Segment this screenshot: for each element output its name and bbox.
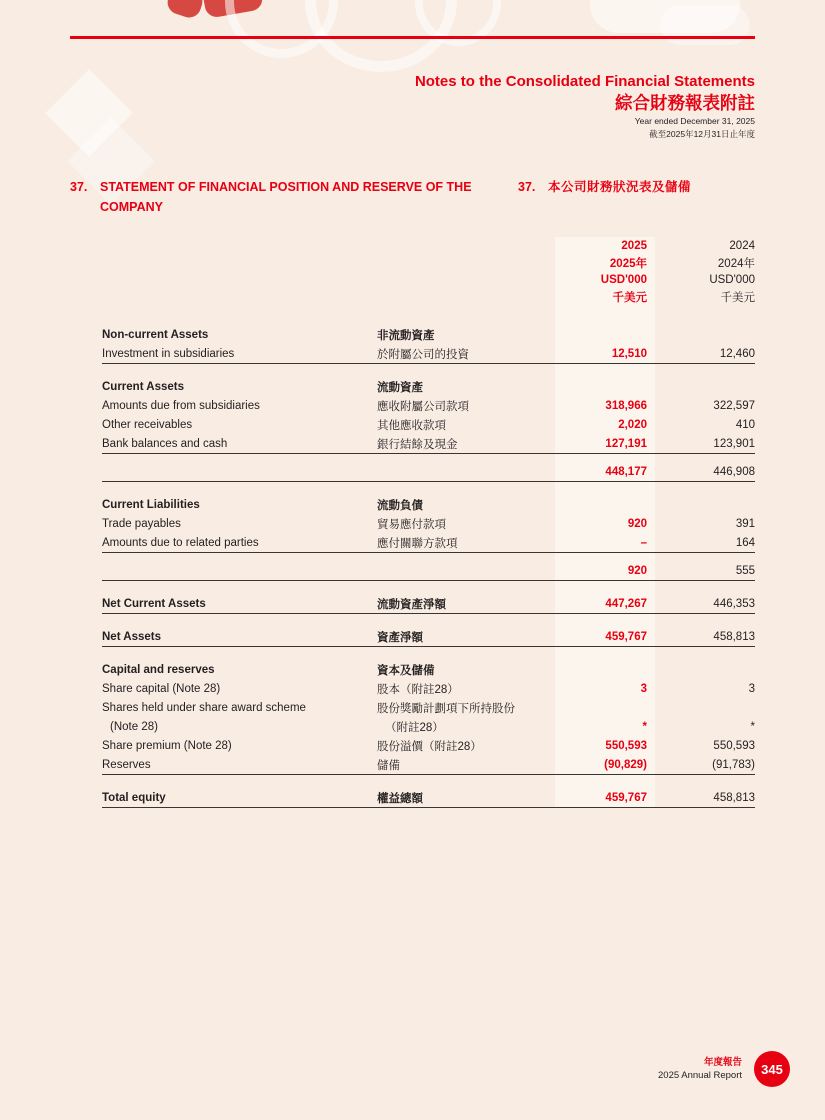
row-value-2024: 164	[735, 536, 755, 549]
row-label-zh: 應收附屬公司款項	[377, 400, 469, 413]
section-number-zh: 37.	[518, 180, 536, 194]
col-header-2025-unit-zh: 千美元	[612, 291, 647, 304]
row-label-en: Trade payables	[102, 517, 181, 530]
row-value-2025: 318,966	[605, 399, 647, 412]
col-header-2025-year: 2025	[621, 239, 647, 252]
row-value-2024: 458,813	[713, 791, 755, 804]
footer-report-zh: 年度報告	[703, 1057, 742, 1068]
row-value-2025: 448,177	[605, 465, 647, 478]
row-label-en: Reserves	[102, 758, 151, 771]
table-row	[102, 679, 755, 698]
row-value-2024: 446,908	[713, 465, 755, 478]
col-header-2024-year: 2024	[729, 239, 755, 252]
row-label-zh: 資產淨額	[377, 631, 423, 644]
row-label-zh: 儲備	[377, 759, 400, 772]
table-row	[102, 396, 755, 415]
row-value-2024: 446,353	[713, 597, 755, 610]
row-label-en: Non-current Assets	[102, 328, 209, 341]
row-label-zh: 流動資產	[377, 381, 423, 394]
row-value-2024: 555	[735, 564, 755, 577]
row-label-zh: 其他應收款項	[377, 419, 446, 432]
row-label-en: (Note 28)	[110, 720, 158, 733]
row-value-2024: 12,460	[719, 347, 755, 360]
top-rule	[70, 36, 755, 39]
table-row	[102, 533, 755, 553]
table-row	[102, 325, 755, 344]
row-label-en: Shares held under share award scheme	[102, 701, 306, 714]
row-value-2025: 2,020	[618, 418, 647, 431]
table-row	[102, 415, 755, 434]
table-row	[102, 514, 755, 533]
row-label-zh: （附註28）	[385, 721, 444, 734]
row-value-2025: 550,593	[605, 739, 647, 752]
row-value-2025: 459,767	[605, 791, 647, 804]
header-title-zh: 綜合財務報表附註	[615, 93, 755, 113]
row-label-zh: 貿易應付款項	[377, 518, 446, 531]
table-row	[102, 660, 755, 679]
row-value-2024: (91,783)	[712, 758, 755, 771]
table-row	[102, 344, 755, 364]
row-value-2024: 123,901	[713, 437, 755, 450]
table-row	[102, 736, 755, 755]
row-value-2024: *	[750, 720, 755, 733]
row-value-2024: 550,593	[713, 739, 755, 752]
row-value-2025: *	[642, 720, 647, 733]
table-row	[102, 717, 755, 736]
section-heading-zh	[518, 177, 691, 217]
row-value-2024: 3	[748, 682, 755, 695]
footer-report-en: 2025 Annual Report	[658, 1070, 742, 1081]
row-value-2025: 127,191	[605, 437, 647, 450]
footer-report-label	[658, 1056, 742, 1082]
row-label-en: Other receivables	[102, 418, 193, 431]
col-header-2025-unit: USD'000	[600, 273, 647, 286]
table-row	[102, 698, 755, 717]
row-label-zh: 應付關聯方款項	[377, 537, 458, 550]
header-period-en: Year ended December 31, 2025	[634, 116, 755, 126]
row-label-en: Capital and reserves	[102, 663, 215, 676]
row-value-2025: 459,767	[605, 630, 647, 643]
table-total-row	[102, 627, 755, 647]
header-title-en: Notes to the Consolidated Financial Statements	[414, 73, 755, 90]
row-label-en: Share premium (Note 28)	[102, 739, 232, 752]
col-header-2024-year-zh: 2024年	[717, 257, 755, 270]
row-value-2025: 3	[640, 682, 647, 695]
row-label-en: Current Liabilities	[102, 498, 200, 511]
row-value-2024: 322,597	[713, 399, 755, 412]
table-subtotal-row	[102, 561, 755, 581]
row-label-zh: 資本及儲備	[377, 664, 435, 677]
section-heading	[70, 177, 755, 217]
section-heading-en	[70, 177, 518, 217]
col-header-2025-year-zh: 2025年	[609, 257, 647, 270]
row-label-en: Amounts due from subsidiaries	[102, 399, 260, 412]
table-total-row	[102, 594, 755, 614]
row-label-en: Share capital (Note 28)	[102, 682, 221, 695]
table-row	[102, 755, 755, 775]
table-total-row	[102, 788, 755, 808]
header-period-zh: 截至2025年12月31日止年度	[649, 129, 755, 139]
table-header-row	[102, 271, 755, 288]
table-header-row	[102, 254, 755, 271]
row-label-zh: 流動資產淨額	[377, 598, 446, 611]
row-label-en: Current Assets	[102, 380, 185, 393]
row-label-zh: 於附屬公司的投資	[377, 348, 469, 361]
row-label-en: Bank balances and cash	[102, 437, 228, 450]
row-label-en: Investment in subsidiaries	[102, 347, 235, 360]
row-value-2024: 391	[735, 517, 755, 530]
row-label-zh: 股份溢價（附註28）	[377, 740, 482, 753]
document-header	[70, 72, 755, 141]
section-title-zh: 本公司財務狀況表及儲備	[548, 180, 692, 194]
table-header-row	[102, 237, 755, 254]
row-label-en: Total equity	[102, 791, 166, 804]
table-row	[102, 495, 755, 514]
page-number-badge: 345	[754, 1051, 790, 1087]
row-value-2025: 920	[627, 517, 647, 530]
section-title-en: STATEMENT OF FINANCIAL POSITION AND RESERVE OF THE COMPANY	[100, 180, 472, 214]
row-value-2025: 12,510	[611, 347, 647, 360]
page-footer	[658, 1051, 790, 1087]
row-label-zh: 股本（附註28）	[377, 683, 459, 696]
table-row	[102, 377, 755, 396]
col-header-2024-unit: USD'000	[709, 273, 755, 286]
row-label-en: Amounts due to related parties	[102, 536, 259, 549]
row-label-en: Net Current Assets	[102, 597, 206, 610]
financial-position-table	[102, 237, 755, 808]
row-value-2025: (90,829)	[604, 758, 647, 771]
section-number-en: 37.	[70, 180, 88, 194]
row-label-zh: 股份獎勵計劃項下所持股份	[377, 702, 515, 715]
row-value-2025: 920	[627, 564, 647, 577]
row-label-zh: 銀行結餘及現金	[377, 438, 458, 451]
col-header-2024-unit-zh: 千美元	[720, 291, 755, 304]
row-label-zh: 權益總額	[377, 792, 423, 805]
table-row	[102, 434, 755, 454]
row-label-en: Net Assets	[102, 630, 162, 643]
row-value-2024: 410	[735, 418, 755, 431]
table-subtotal-row	[102, 462, 755, 482]
table-header-row	[102, 288, 755, 305]
row-label-zh: 非流動資產	[377, 329, 435, 342]
row-label-zh: 流動負債	[377, 499, 423, 512]
row-value-2025: –	[640, 536, 647, 549]
row-value-2024: 458,813	[713, 630, 755, 643]
row-value-2025: 447,267	[605, 597, 647, 610]
